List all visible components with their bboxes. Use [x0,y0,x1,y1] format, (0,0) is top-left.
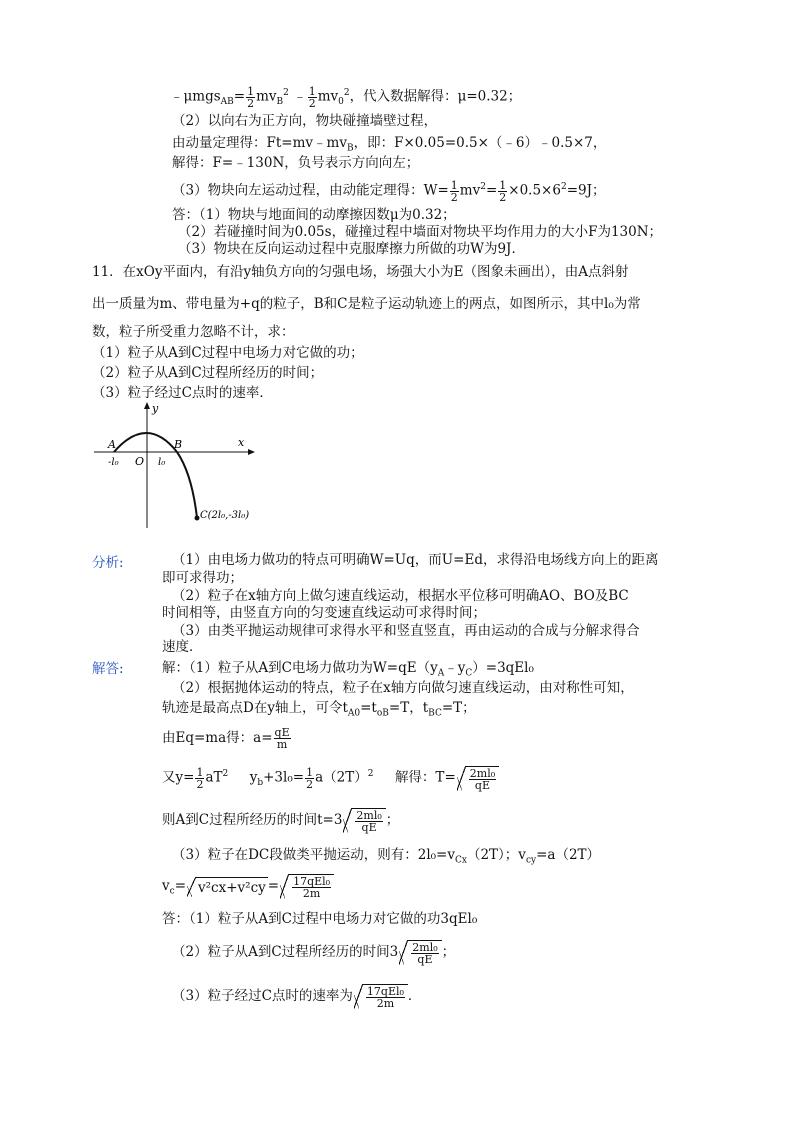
label-neg-l0: -l₀ [108,457,119,468]
analysis-2b: 时间相等，由竖直方向的匀变速直线运动可求得时间； [162,605,486,621]
analysis-3b: 速度． [162,639,203,655]
q11-stem-3: 数，粒子所受重力忽略不计，求： [92,324,295,340]
y-axis-arrow [144,402,150,409]
solution-7: （3）粒子在DC段做类平抛运动，则有：$2l_0=v_{Cx}(2T)$；$v_{cy}=a(2T)$ [172,847,601,866]
q11-sub-1: （1）粒子从A到C过程中电场力对它做的功； [92,345,364,361]
label-l0: l₀ [158,457,166,468]
trajectory-figure [92,400,272,530]
prev-line-1: ﹣μmgs$_{AB}$= $\frac{1}{2}$ $mv_B^2$ ﹣ $\frac{1}{2}$ $mv_0^2$，代入数据解得：μ=0.32； [170,84,522,110]
solution-1: 解：（1）粒子从A到C电场力做功为$W=qE(y_A﹣y_C)=3qEl_0$ [162,660,534,679]
q11-stem-2: 出一质量为m、带电量为+q的粒子，B和C是粒子运动轨迹上的两点，如图所示，其中l₀为常 [92,296,641,312]
analysis-3: （3）由类平抛运动规律可求得水平和竖直竖直，再由运动的合成与分解求得合 [172,623,640,639]
answer-2: （2）粒子从A到C过程所经历的时间3 $\frac{\text{2ml₀}}{qE}$ ； [172,941,456,966]
prev-answer-1: 答：（1）物块与地面间的动摩擦因数μ为0.32； [172,207,456,223]
prev-line-5: （3）物块向左运动过程，由动能定理得：W= $\frac{1}{2}$ $mv^2=$ $\frac{1}{2}$ $\times 0.5\times 6^2=9J$； [172,178,606,204]
solution-4: 由Eq=ma得：a= $\frac{qE}{m}$ [162,726,290,751]
q11-sub-2: （2）粒子从A到C过程所经历的时间； [92,365,324,381]
analysis-2: （2）粒子在x轴方向上做匀速直线运动，根据水平位移可明确AO、BO及BC [172,588,629,604]
prev-answer-3: （3）物块在反向运动过程中克服摩擦力所做的功W为9J． [178,241,525,257]
x-axis-arrow [248,449,255,455]
x-label: x [238,436,245,449]
solution-3: 轨迹是最高点D在y轴上，可令$t_{A0}=t_{oB}=T$，$t_{BC}=T$； [162,700,476,719]
label-c: C(2l₀,-3l₀) [200,510,250,521]
solution-5: 又y= $\frac{1}{2}$ $aT^2$ $y_b+3l_0=$ $\frac{1}{2}$ $a(2T)^2$ 解得：T= $\frac{\text{2ml₀}}{qE}$ [162,765,499,792]
answer-1: 答：（1）粒子从A到C过程中电场力对它做的功3qEl₀ [162,911,478,927]
prev-line-2: （2）以向右为正方向，物块碰撞墙壁过程， [172,113,438,129]
label-b: B [174,438,183,451]
solution-label: 解答: [92,661,124,677]
solution-6: 则A到C过程所经历的时间t=3 $\frac{\text{2ml₀}}{qE}$ ； [162,809,400,834]
solution-2: （2）根据抛体运动的特点，粒子在x轴方向做匀速直线运动，由对称性可知， [172,680,634,696]
point-c [195,516,200,521]
solution-8: $v_c= v^2cx+v^2cy$ = $\frac{\text{17qEl₀}}{2m}$ [162,874,334,901]
label-o: O [135,455,145,468]
analysis-1b: 即可求得功； [162,570,243,586]
q11-sub-3: （3）粒子经过C点时的速率． [92,385,273,401]
answer-3: （3）粒子经过C点时的速率为 $\frac{\text{17qEl₀}}{2m}$ ． [172,985,422,1010]
prev-answer-2: （2）若碰撞时间为0.05s，碰撞过程中墙面对物块平均作用力的大小F为130N； [178,224,663,240]
analysis-label: 分析: [92,555,124,571]
q11-stem-1: 11．在xOy平面内，有沿y轴负方向的匀强电场，场强大小为E（图象未画出），由A点斜射 [92,264,629,280]
trajectory-curve [114,433,197,518]
y-label: y [152,402,159,415]
prev-line-4: 解得：F=﹣130N，负号表示方向向左； [172,155,420,171]
prev-line-3: 由动量定理得：$Ft=mv﹣mv_B$，即：F×0.05=0.5×（﹣6）﹣0.5×7， [172,135,607,154]
analysis-1: （1）由电场力做功的特点可明确W=Uq，而U=Ed，求得沿电场线方向上的距离 [172,552,659,568]
label-a: A [108,438,116,451]
